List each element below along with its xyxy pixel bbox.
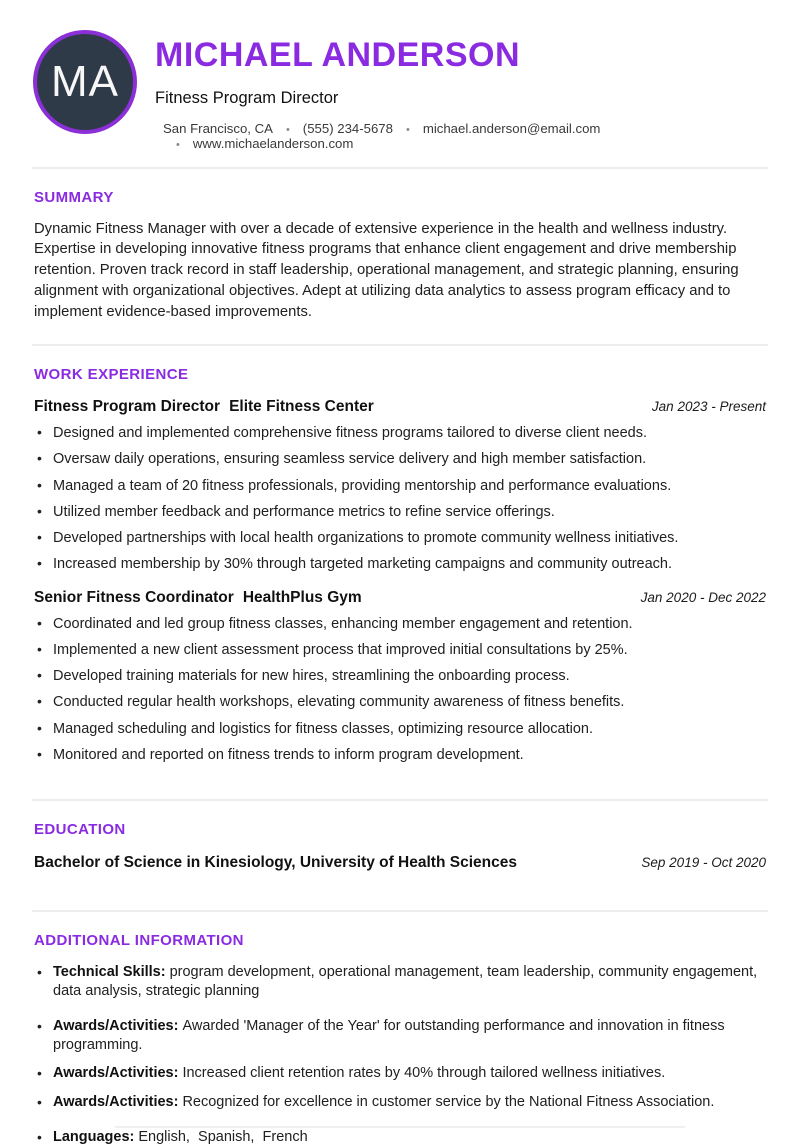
avatar xyxy=(33,30,137,134)
avatar-initials: MA xyxy=(51,57,119,106)
info-item-label: Awards/Activities: xyxy=(53,1018,179,1035)
info-item-text: Increased client retention rates by 40% through tailored wellness initiatives. xyxy=(182,1065,666,1082)
job-bullet: • Oversaw daily operations, ensuring seamless service delivery and high member satisfaction. xyxy=(34,451,766,469)
job-bullet: • Developed training materials for new hires, streamlining the onboarding process. xyxy=(34,668,766,686)
work-heading: WORK EXPERIENCE xyxy=(34,366,189,384)
contact-location: San Francisco, CA xyxy=(163,120,273,136)
job-bullet: • Monitored and reported on fitness trends to inform program development. xyxy=(34,747,766,765)
education-heading: EDUCATION xyxy=(34,820,126,838)
job-title-line xyxy=(34,398,374,416)
info-item xyxy=(34,963,766,1001)
info-item xyxy=(34,1064,766,1083)
job-bullet-list xyxy=(34,616,766,765)
job-company: Elite Fitness Center xyxy=(229,398,374,416)
info-item xyxy=(34,1128,766,1147)
job-bullet: • Designed and implemented comprehensive fitness programs tailored to diverse client needs. xyxy=(34,425,766,443)
job-bullet: • Developed partnerships with local health organizations to promote community wellness initiatives. xyxy=(34,530,766,548)
info-item-text: program development, operational management, team leadership, community engagement, data analysis, strategic planning xyxy=(53,963,762,1000)
info-item xyxy=(34,1017,766,1055)
job-bullet-list xyxy=(34,425,766,574)
job-bullet: • Implemented a new client assessment process that improved initial consultations by 25%. xyxy=(34,642,766,660)
job-header xyxy=(34,398,766,416)
additional-heading: ADDITIONAL INFORMATION xyxy=(34,931,244,949)
section-summary xyxy=(0,169,800,345)
section-education xyxy=(0,801,800,910)
job-bullet: • Utilized member feedback and performance metrics to refine service offerings. xyxy=(34,504,766,522)
info-item-label: Awards/Activities: xyxy=(53,1065,179,1082)
job-dates: Jan 2023 - Present xyxy=(651,399,766,415)
info-item xyxy=(34,1093,766,1112)
job-headline: Fitness Program Director xyxy=(155,88,339,107)
info-item-text: Recognized for excellence in customer service by the National Fitness Association. xyxy=(182,1093,715,1110)
page-title: MICHAEL ANDERSON xyxy=(155,36,521,74)
job-bullet: • Managed scheduling and logistics for fitness classes, optimizing resource allocation. xyxy=(34,721,766,739)
info-item-text: Awarded 'Manager of the Year' for outstanding performance and innovation in fitness programming. xyxy=(53,1018,729,1054)
education-degree: Bachelor of Science in Kinesiology, University of Health Sciences xyxy=(34,853,517,871)
contact-row xyxy=(163,121,766,151)
section-additional-information xyxy=(0,912,800,1147)
job-bullet: • Managed a team of 20 fitness professionals, providing mentorship and performance evaluations. xyxy=(34,478,766,496)
info-item-label: Awards/Activities: xyxy=(53,1093,179,1110)
header-text xyxy=(155,30,766,151)
education-dates: Sep 2019 - Oct 2020 xyxy=(641,854,766,870)
job-company: HealthPlus Gym xyxy=(242,588,362,606)
job-entry xyxy=(34,398,766,574)
job-bullet: • Increased membership by 30% through targeted marketing campaigns and community outreach. xyxy=(34,556,766,574)
section-work-experience xyxy=(0,346,800,799)
summary-text: Dynamic Fitness Manager with over a decade of extensive experience in the health and wellness industry. Expertise in developing innovative fitness programs that enhance client engagement and drive membership retention. Proven track record in staff leadership, operational management, and strategic planning, ensuring alignment with organizational objectives. Adept at utilizing data analytics to assess program efficacy and to implement evidence-based improvements. xyxy=(34,220,739,320)
job-dates: Jan 2020 - Dec 2022 xyxy=(640,589,766,605)
job-bullet: • Conducted regular health workshops, elevating community awareness of fitness benefits. xyxy=(34,694,766,712)
job-entry xyxy=(34,589,766,765)
summary-heading: SUMMARY xyxy=(34,188,114,206)
job-title-line xyxy=(34,589,362,607)
next-page-hint-line xyxy=(115,1126,685,1128)
job-header xyxy=(34,589,766,607)
education-entry xyxy=(34,854,766,910)
resume-header xyxy=(0,0,800,151)
additional-info-list xyxy=(34,963,766,1147)
contact-phone: • (555) 234-5678 xyxy=(273,121,393,136)
info-item-label: Languages: xyxy=(53,1128,135,1145)
info-item-text: English, Spanish, French xyxy=(138,1128,308,1145)
job-title: Fitness Program Director xyxy=(34,398,221,416)
contact-website: • www.michaelanderson.com xyxy=(163,136,353,151)
job-bullet: • Coordinated and led group fitness classes, enhancing member engagement and retention. xyxy=(34,616,766,634)
contact-email: • michael.anderson@email.com xyxy=(393,121,600,136)
info-item-label: Technical Skills: xyxy=(53,963,166,980)
job-title: Senior Fitness Coordinator xyxy=(34,588,234,606)
